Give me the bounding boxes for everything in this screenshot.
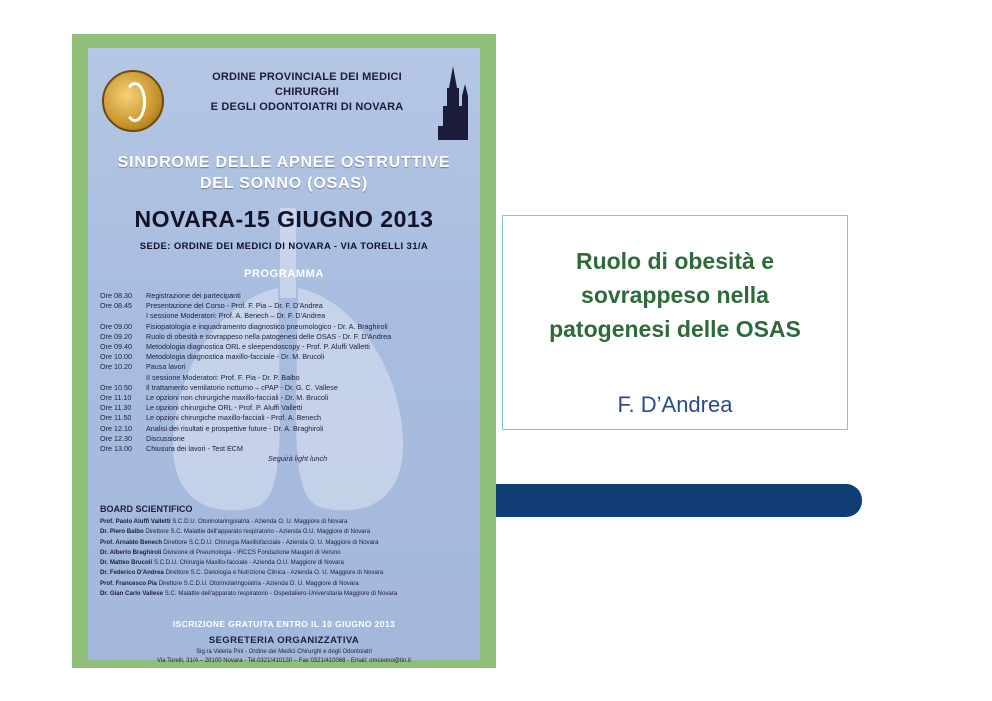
secretariat-heading: SEGRETERIA ORGANIZZATIVA xyxy=(208,635,360,646)
venue: SEDE: ORDINE DEI MEDICI DI NOVARA - VIA TORELLI 31/A xyxy=(139,241,429,252)
list-item: Prof. Francesco Pia Direttore S.C.D.U. Otorinolaringoiatria - Azienda O. U. Maggiore di Novara xyxy=(100,579,359,587)
list-item: Dr. Gian Carlo Vallese S.C. Malattie dell'apparato respiratorio - Ospedaliero-Universitaria Maggiore di Novara xyxy=(100,590,398,598)
registration-note: ISCRIZIONE GRATUITA ENTRO IL 10 GIUGNO 2013 xyxy=(172,619,396,629)
list-item: Ore 11.50 Le opzioni chirurgiche maxillo-facciali - Prof. A. Benech xyxy=(100,413,321,423)
list-item: Ore 10.50 Il trattamento ventilatorio notturno – cPAP - Dr. G. C. Vallese xyxy=(100,382,338,392)
list-item: Ore 12.30 Discussione xyxy=(100,433,185,443)
logo-emblem-icon xyxy=(102,70,164,132)
secretariat-info: Sig.ra Valeria Pini - Ordine dei Medici Chirurghi e degli Odontoiatri Via Torelli, 31/A – 28100 Novara - Tel.0321/410130 – Fax 0321/410068 - Email: omceono@tin.it xyxy=(157,649,411,664)
list-item: I sessione Moderatori: Prof. A. Benech – Dr. F. D'Andrea xyxy=(146,311,326,321)
list-item: Dr. Alberto Braghiroli Divisione di Pneumologia - IRCCS Fondazione Maugeri di Veruno xyxy=(100,548,341,556)
talk-title: Ruolo di obesità e sovrappeso nella patogenesi delle OSAS xyxy=(549,248,801,342)
list-item: Ore 09.00 Fisiopatologia e inquadramento diagnostico pneumologico - Dr. A. Braghiroli xyxy=(100,321,388,331)
list-item: Ore 09.40 Metodologia diagnostica ORL e sleependoscopy - Prof. P. Aluffi Valletti xyxy=(100,342,370,352)
list-item: Ore 11.30 Le opzioni chirurgiche ORL - Prof. P. Aluffi Valletti xyxy=(100,403,303,413)
list-item: Dr. Piero Balbo Direttore S.C. Malattie dell'apparato respiratorio - Azienda O.U. Maggiore di Novara xyxy=(100,528,371,536)
cathedral-tower-icon xyxy=(436,66,470,140)
board-heading: BOARD SCIENTIFICO xyxy=(100,504,193,514)
list-item: Ore 08.30 Registrazione dei partecipanti xyxy=(100,291,241,300)
list-item: Ore 08.45 Presentazione del Corso - Prof. F. Pia – Dr. F. D'Andrea xyxy=(100,301,323,311)
list-item: Ore 10.20 Pausa lavori xyxy=(100,362,186,372)
list-item: II sessione Moderatori: Prof. F. Pia - Dr. P. Balbo xyxy=(146,372,300,382)
accent-bar xyxy=(496,484,862,517)
list-item: Ore 11.10 Le opzioni non chirurgiche maxillo-facciali - Dr. M. Brucoli xyxy=(100,393,329,403)
author-name: F. D’Andrea xyxy=(617,392,733,417)
list-item: Ore 09.20 Ruolo di obesità e sovrappeso nella patogenesi delle OSAS - Dr. F. D'Andrea xyxy=(100,331,392,341)
event-date-location: NOVARA-15 GIUGNO 2013 xyxy=(134,206,434,232)
list-item: Ore 10.00 Metodologia diagnostica maxillo-facciale - Dr. M. Brucoli xyxy=(100,352,325,362)
poster-title: SINDROME DELLE APNEE OSTRUTTIVE DEL SONNO (OSAS) xyxy=(117,154,451,192)
list-item: Prof. Arnaldo Benech Direttore S.C.D.U. Chirurgia Maxillofacciale - Azienda O. U. Maggiore di Novara xyxy=(100,538,379,546)
slide-title-box xyxy=(502,215,848,430)
board-list xyxy=(100,517,485,599)
program-heading: PROGRAMMA xyxy=(244,268,324,280)
list-item: Ore 13.00 Chiusura dei lavori - Test ECM xyxy=(100,444,243,454)
lunch-note: Seguirà light lunch xyxy=(268,454,328,464)
poster-content xyxy=(88,48,480,664)
list-item: Ore 12.10 Analisi dei risultati e prospettive future - Dr. A. Braghiroli xyxy=(100,423,324,433)
event-poster xyxy=(72,34,496,668)
list-item: Dr. Federico D'Andrea Direttore S.C. Dietologia e Nutrizione Clinica - Azienda O. U. Maggiore di Novara xyxy=(100,569,384,577)
list-item: Dr. Matteo Brucoli S.C.D.U. Chirurgia Maxillo-facciale - Azienda O.U. Maggiore di Novara xyxy=(100,559,344,567)
list-item: Prof. Paolo Aluffi Valletti S.C.D.U. Otorinolaringoiatria - Azienda O. U. Maggiore di Novara xyxy=(100,518,348,525)
organization-name: ORDINE PROVINCIALE DEI MEDICI CHIRURGHI E DEGLI ODONTOIATRI DI NOVARA xyxy=(210,71,404,113)
program-list xyxy=(100,291,480,464)
